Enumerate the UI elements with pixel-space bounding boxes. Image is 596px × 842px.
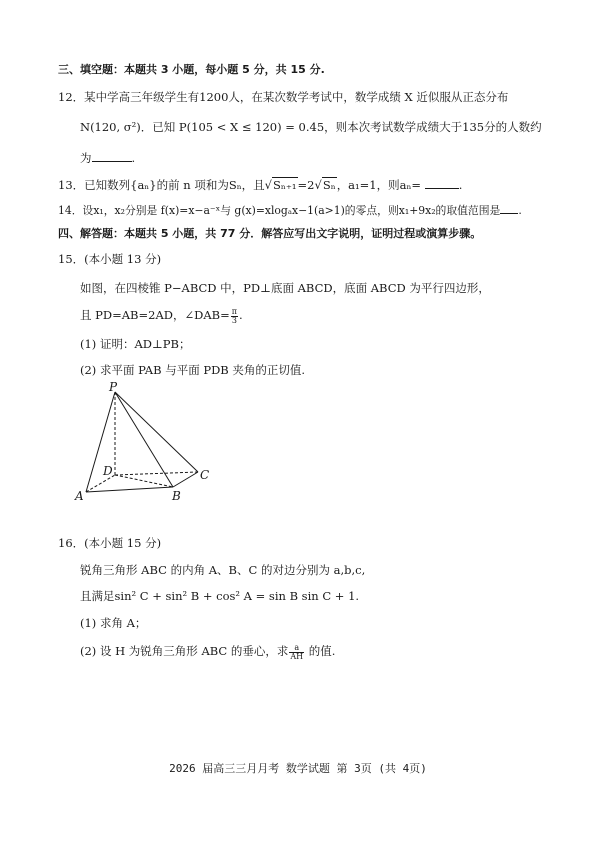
label-p: P xyxy=(109,380,118,394)
edge-dc-hidden xyxy=(115,472,198,475)
q15-frac-den: 3 xyxy=(231,315,237,325)
q15-frac-num: π xyxy=(231,306,237,316)
q12-answer-blank[interactable] xyxy=(92,149,132,162)
edge-bc xyxy=(173,472,198,487)
q13-end: . xyxy=(458,178,463,192)
label-b: B xyxy=(172,489,181,503)
q15-line-2-prefix: 且 PD=AB=2AD，∠DAB= xyxy=(80,308,230,322)
q15-line-1: 如图，在四棱锥 P−ABCD 中，PD⊥底面 ABCD，底面 ABCD 为平行四边形， xyxy=(80,281,490,295)
q16-line-1: 锐角三角形 ABC 的内角 A、B、C 的对边分别为 a,b,c, xyxy=(80,563,366,577)
section-3-header: 三、填空题：本题共 3 小题，每小题 5 分，共 15 分. xyxy=(58,63,325,76)
q13-prefix: 13．已知数列{aₙ}的前 n 项和为Sₙ，且 xyxy=(58,178,265,192)
q15-part-2: (2) 求平面 PAB 与平面 PDB 夹角的正切值. xyxy=(80,363,306,377)
q12-line-3-end: . xyxy=(131,151,136,165)
q16-line-2: 且满足sin² C + sin² B + cos² A = sin B sin C + 1. xyxy=(80,589,360,603)
pyramid-figure xyxy=(70,380,230,510)
q16-part-2-prefix: (2) 设 H 为锐角三角形 ABC 的垂心，求 xyxy=(80,644,289,658)
q15-angle-fraction xyxy=(231,308,238,325)
q16-part-2 xyxy=(80,643,335,661)
q15-line-2 xyxy=(80,307,243,325)
page-footer: 2026 届高三三月月考 数学试题 第 3页 (共 4页) xyxy=(169,762,427,775)
q13-line: 13．已知数列{aₙ}的前 n 项和为Sₙ，且√Sₙ₊₁=2√Sₙ，a₁=1，则aₙ= . xyxy=(58,178,463,192)
q16-frac-num: a xyxy=(289,644,304,653)
q13-sqrt-1: Sₙ₊₁ xyxy=(273,178,297,192)
q14-end: . xyxy=(518,204,522,217)
edge-ab xyxy=(86,487,173,492)
q15-part-1: (1) 证明：AD⊥PB； xyxy=(80,337,191,351)
q13-mid: =2 xyxy=(297,178,315,192)
label-a: A xyxy=(75,489,84,503)
q15-title: 15．(本小题 13 分) xyxy=(58,252,162,266)
edge-db-hidden xyxy=(115,475,173,487)
q14-text: 14．设x₁，x₂分别是 f(x)=x−a⁻ˣ与 g(x)=xlogₐx−1(a>1)的零点，则x₁+9x₂的取值范围是 xyxy=(58,204,501,217)
q14-answer-blank[interactable] xyxy=(500,201,518,214)
q16-part-2-end: 的值. xyxy=(308,644,336,658)
q12-line-3 xyxy=(80,149,135,166)
q14-line xyxy=(58,201,522,219)
q15-line-2-end: . xyxy=(239,308,243,322)
section-4-header: 四、解答题：本题共 5 小题，共 77 分．解答应写出文字说明，证明过程或演算步骤。 xyxy=(58,227,482,240)
label-d: D xyxy=(103,464,113,478)
q16-fraction xyxy=(289,644,304,661)
q12-line-3-text: 为 xyxy=(80,151,92,165)
q16-title: 16．(本小题 15 分) xyxy=(58,536,162,550)
q13-answer-blank[interactable] xyxy=(425,176,459,189)
q13-sqrt-2: Sₙ xyxy=(322,178,336,192)
q16-part-1: (1) 求角 A； xyxy=(80,616,147,630)
label-c: C xyxy=(200,468,210,482)
q12-line-1: 12．某中学高三年级学生有1200人，在某次数学考试中，数学成绩 X 近似服从正态分布 xyxy=(58,90,509,104)
q16-frac-den: AH xyxy=(290,651,304,661)
q13-suffix: ，a₁=1，则aₙ= xyxy=(336,178,422,192)
q12-line-2: N(120, σ²)．已知 P(105 < X ≤ 120) = 0.45，则本次考试数学成绩大于135分的人数约 xyxy=(80,120,542,134)
